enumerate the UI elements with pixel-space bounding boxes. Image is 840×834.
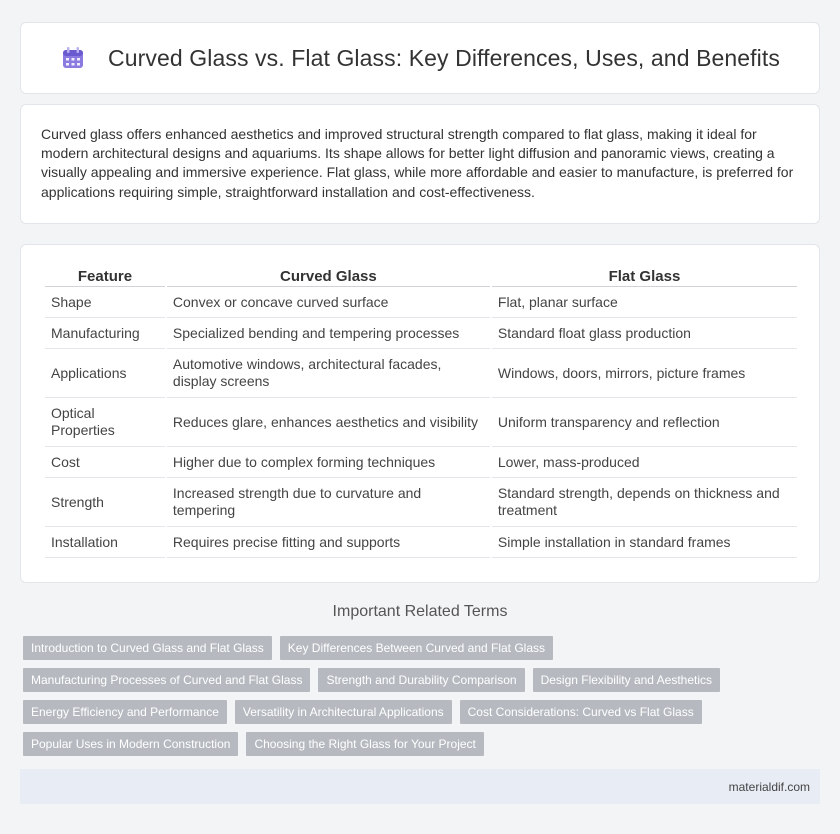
term-link[interactable]: Design Flexibility and Aesthetics [533, 668, 720, 692]
table-row [45, 527, 797, 558]
cell-feature: Shape [45, 287, 165, 318]
cell-curved: Automotive windows, architectural facades, display screens [167, 349, 490, 398]
page-footer [20, 769, 820, 804]
cell-flat: Standard strength, depends on thickness and treatment [492, 478, 797, 527]
term-link[interactable]: Energy Efficiency and Performance [23, 700, 227, 724]
table-row [45, 478, 797, 527]
table-row [45, 318, 797, 349]
table-row [45, 287, 797, 318]
cell-feature: Strength [45, 478, 165, 527]
table-row [45, 447, 797, 478]
cell-flat: Windows, doors, mirrors, picture frames [492, 349, 797, 398]
term-link[interactable]: Versatility in Architectural Applications [235, 700, 452, 724]
header-flat-glass: Flat Glass [492, 265, 797, 287]
table-row [45, 349, 797, 398]
cell-curved: Reduces glare, enhances aesthetics and visibility [167, 398, 490, 447]
related-terms-list [23, 636, 823, 764]
term-link[interactable]: Strength and Durability Comparison [318, 668, 524, 692]
term-link[interactable]: Introduction to Curved Glass and Flat Glass [23, 636, 272, 660]
cell-feature: Installation [45, 527, 165, 558]
related-terms-title: Important Related Terms [332, 603, 508, 620]
table-row [45, 398, 797, 447]
term-row [23, 668, 823, 692]
cell-feature: Cost [45, 447, 165, 478]
cell-feature: Applications [45, 349, 165, 398]
term-link[interactable]: Popular Uses in Modern Construction [23, 732, 238, 756]
comparison-table-card [20, 244, 820, 583]
table-header-row [45, 265, 797, 287]
header-feature: Feature [45, 265, 165, 287]
intro-section [20, 104, 820, 224]
cell-curved: Specialized bending and tempering processes [167, 318, 490, 349]
cell-feature: Manufacturing [45, 318, 165, 349]
cell-feature: Optical Properties [45, 398, 165, 447]
cell-flat: Flat, planar surface [492, 287, 797, 318]
term-link[interactable]: Cost Considerations: Curved vs Flat Glass [460, 700, 702, 724]
cell-flat: Standard float glass production [492, 318, 797, 349]
cell-flat: Lower, mass-produced [492, 447, 797, 478]
cell-curved: Requires precise fitting and supports [167, 527, 490, 558]
term-row [23, 732, 823, 756]
page-header [20, 22, 820, 94]
term-row [23, 700, 823, 724]
term-link[interactable]: Choosing the Right Glass for Your Project [246, 732, 483, 756]
comparison-table [43, 265, 799, 558]
calendar-grid-icon [60, 45, 86, 71]
cell-flat: Uniform transparency and reflection [492, 398, 797, 447]
page-title: Curved Glass vs. Flat Glass: Key Differences, Uses, and Benefits [108, 44, 780, 71]
header-curved-glass: Curved Glass [167, 265, 490, 287]
term-link[interactable]: Key Differences Between Curved and Flat Glass [280, 636, 553, 660]
footer-site-link[interactable]: materialdif.com [728, 780, 810, 794]
cell-curved: Increased strength due to curvature and tempering [167, 478, 490, 527]
cell-flat: Simple installation in standard frames [492, 527, 797, 558]
cell-curved: Higher due to complex forming techniques [167, 447, 490, 478]
term-link[interactable]: Manufacturing Processes of Curved and Flat Glass [23, 668, 310, 692]
term-row [23, 636, 823, 660]
intro-text: Curved glass offers enhanced aesthetics and improved structural strength compared to flat glass, making it ideal for modern architectural designs and aquariums. Its shape allows for better light diffusion and panoramic views, creating a visually appealing and immersive experience. Flat glass, while more affordable and easier to manufacture, is preferred for applications requiring simple, straightforward installation and cost-effectiveness. [41, 126, 794, 200]
cell-curved: Convex or concave curved surface [167, 287, 490, 318]
